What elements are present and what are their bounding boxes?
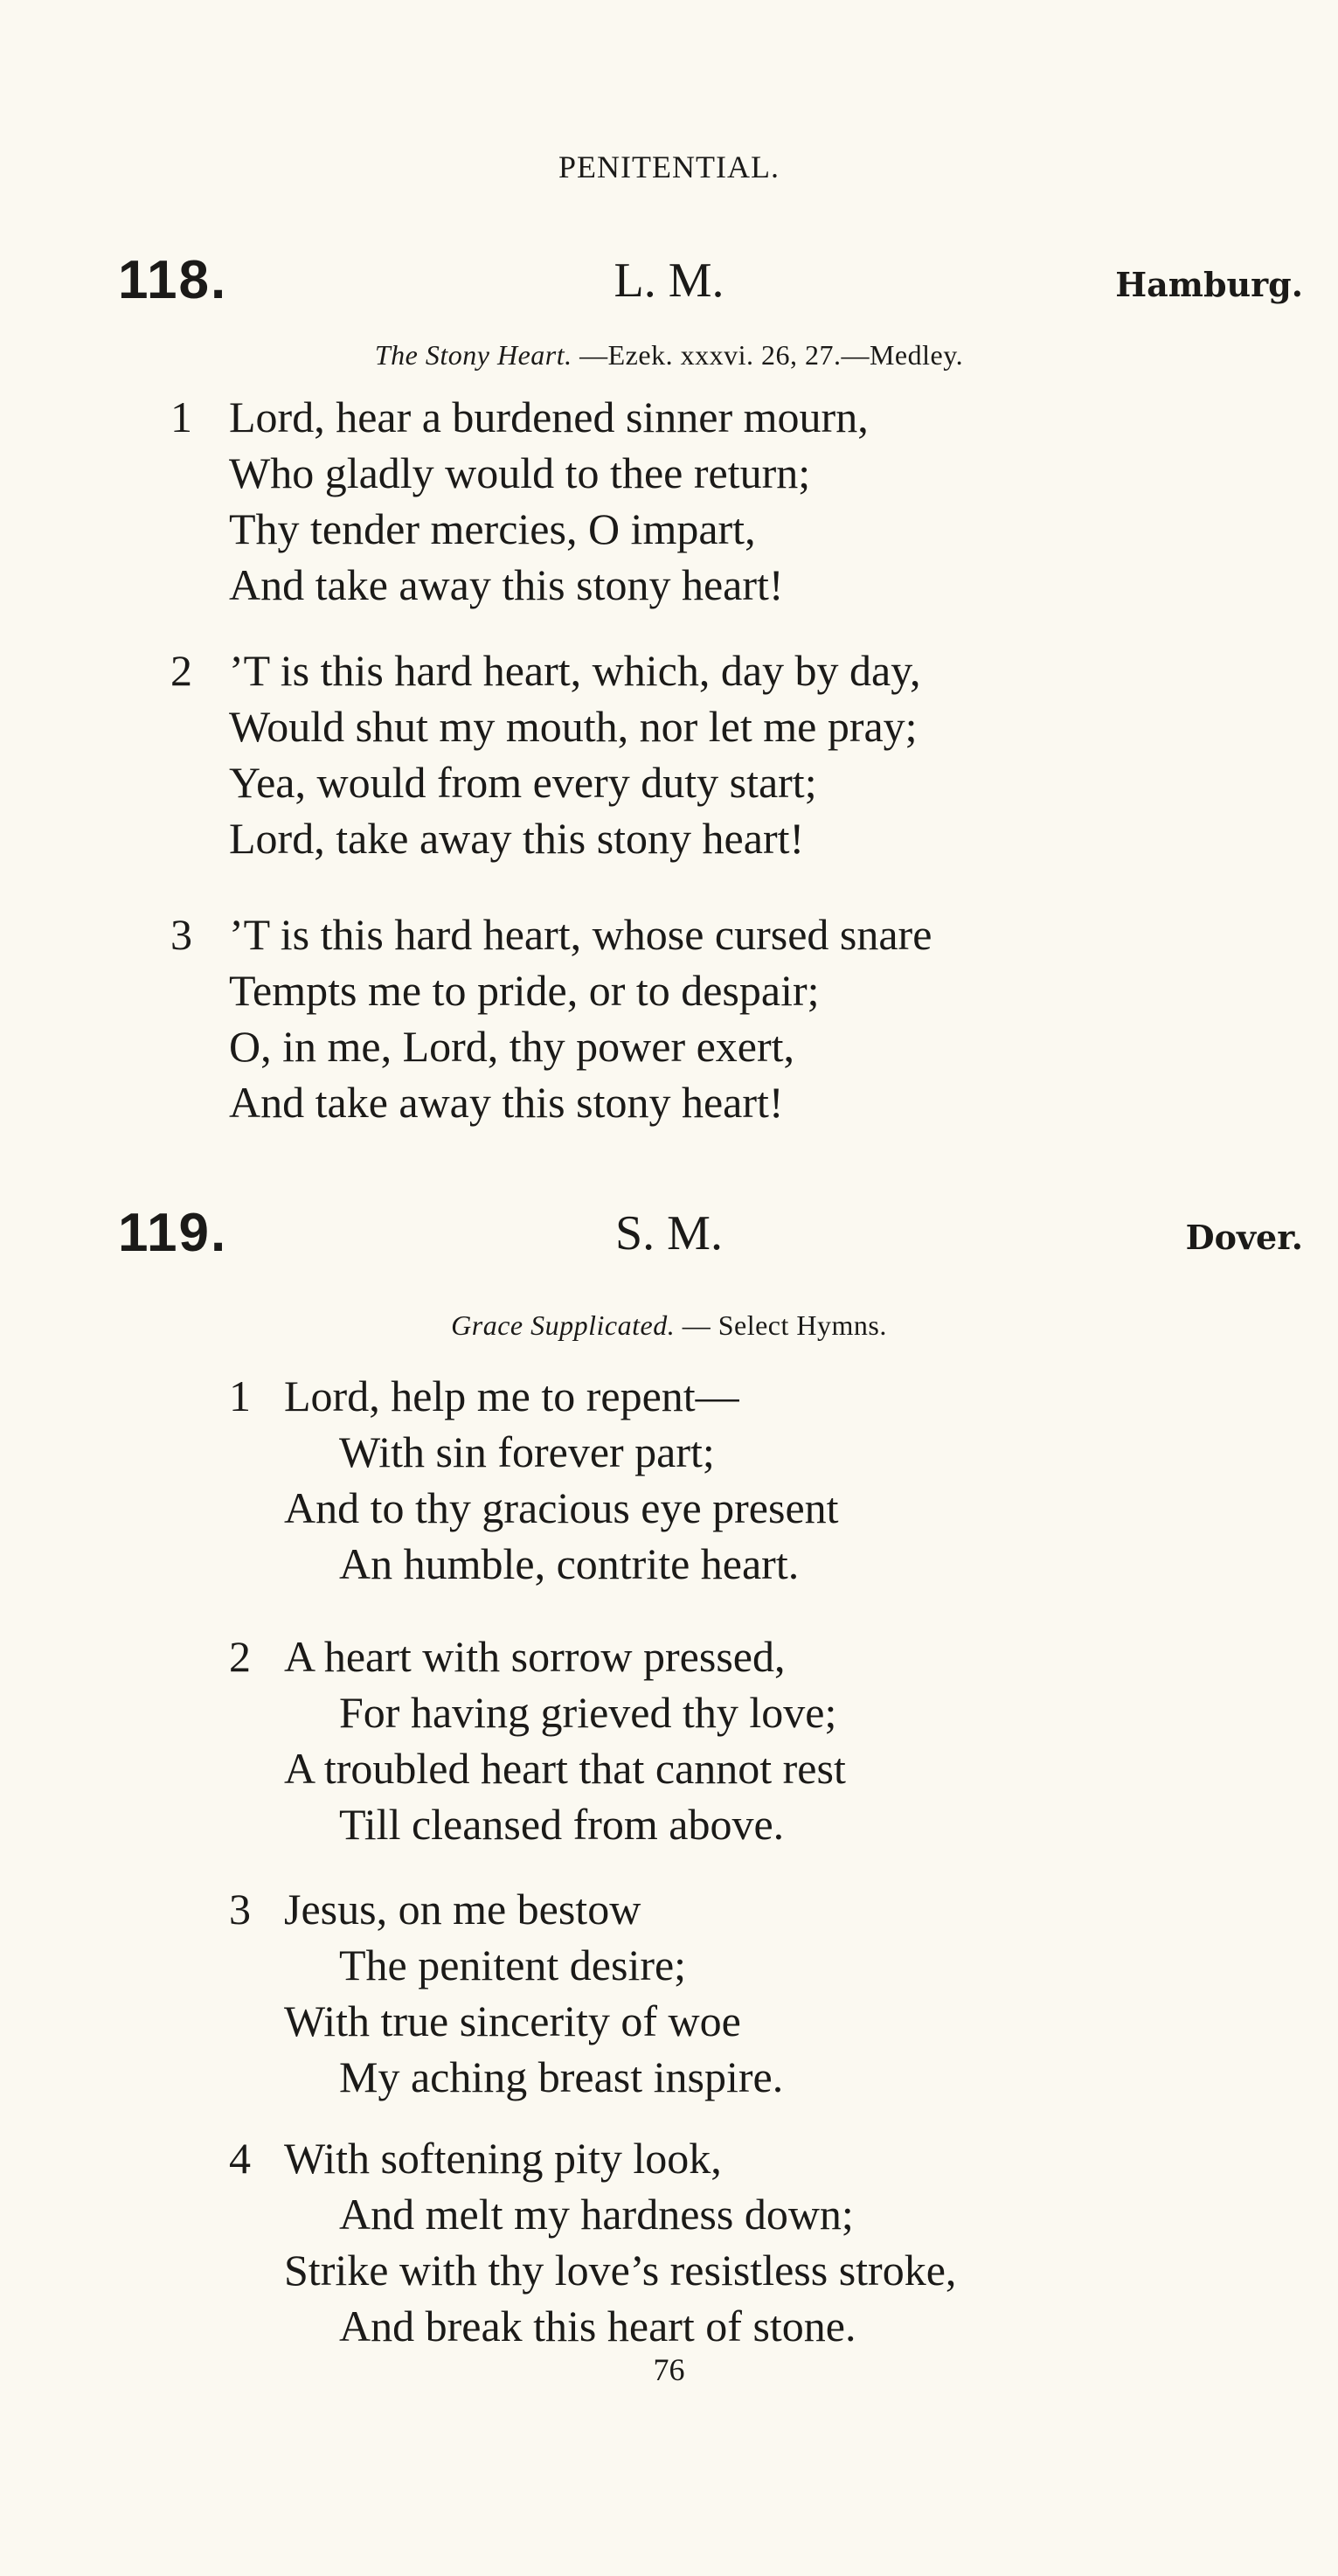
verse-line: A troubled heart that cannot rest — [284, 1744, 846, 1793]
verse-line: A heart with sorrow pressed, — [284, 1632, 786, 1681]
verse-line: An humble, contrite heart. — [339, 1539, 800, 1588]
verse-line: Jesus, on me bestow — [284, 1885, 641, 1934]
verse-line: With softening pity look, — [284, 2134, 722, 2183]
verse-line: Thy tender mercies, O impart, — [229, 504, 756, 553]
stanza-number: 3 — [229, 1885, 251, 1934]
hymn-source: —Ezek. xxxvi. 26, 27.—Medley. — [579, 339, 964, 371]
running-head: PENITENTIAL. — [558, 149, 780, 184]
verse-line: My aching breast inspire. — [339, 2052, 784, 2101]
stanza-number: 3 — [170, 910, 192, 959]
verse-line: Strike with thy love’s resistless stroke, — [284, 2246, 957, 2295]
stanza-number: 2 — [229, 1632, 251, 1681]
verse-line: And melt my hardness down; — [339, 2190, 854, 2239]
verse-line: Who gladly would to thee return; — [229, 448, 811, 497]
stanza-number: 4 — [229, 2134, 251, 2183]
verse-line: Lord, hear a burdened sinner mourn, — [229, 392, 869, 441]
verse-line: Yea, would from every duty start; — [229, 758, 817, 807]
stanza-number: 1 — [170, 392, 192, 441]
hymn-118-attribution — [0, 339, 1338, 371]
tune-name: Dover. — [1185, 1218, 1303, 1257]
verse-line: Lord, help me to repent— — [284, 1371, 739, 1420]
verse-line: Till cleansed from above. — [339, 1800, 785, 1849]
hymn-118-header — [0, 249, 1338, 319]
verse-line: For having grieved thy love; — [339, 1688, 837, 1737]
verse-line: O, in me, Lord, thy power exert, — [229, 1022, 795, 1071]
hymn-number: 118. — [118, 250, 228, 310]
verse-line: And take away this stony heart! — [229, 560, 784, 609]
verse-line: Lord, take away this stony heart! — [229, 814, 805, 863]
hymn-meter: S. M. — [615, 1206, 723, 1260]
verse-line: With true sincerity of woe — [284, 1996, 741, 2045]
tune-name: Hamburg. — [1115, 265, 1303, 304]
verse-line: With sin forever part; — [339, 1427, 715, 1476]
stanza-number: 2 — [170, 646, 192, 695]
verse-line: ’T is this hard heart, which, day by day, — [229, 646, 921, 695]
verse-line: And to thy gracious eye present — [284, 1483, 839, 1532]
verse-line: And break this heart of stone. — [339, 2302, 856, 2350]
verse-line: ’T is this hard heart, whose cursed snare — [229, 910, 932, 959]
stanza-number: 1 — [229, 1371, 251, 1420]
hymn-title: Grace Supplicated. — [451, 1309, 676, 1341]
verse-line: And take away this stony heart! — [229, 1078, 784, 1127]
verse-line: Would shut my mouth, nor let me pray; — [229, 702, 918, 751]
page-number: 76 — [653, 2352, 685, 2387]
hymn-119-attribution — [0, 1309, 1338, 1342]
hymn-119-header — [0, 1202, 1338, 1272]
verse-line: Tempts me to pride, or to despair; — [229, 966, 820, 1015]
verse-line: The penitent desire; — [339, 1941, 687, 1989]
hymn-title: The Stony Heart. — [374, 339, 572, 371]
hymn-meter: L. M. — [614, 253, 724, 308]
hymn-number: 119. — [118, 1203, 228, 1263]
hymn-source: — Select Hymns. — [682, 1309, 887, 1341]
